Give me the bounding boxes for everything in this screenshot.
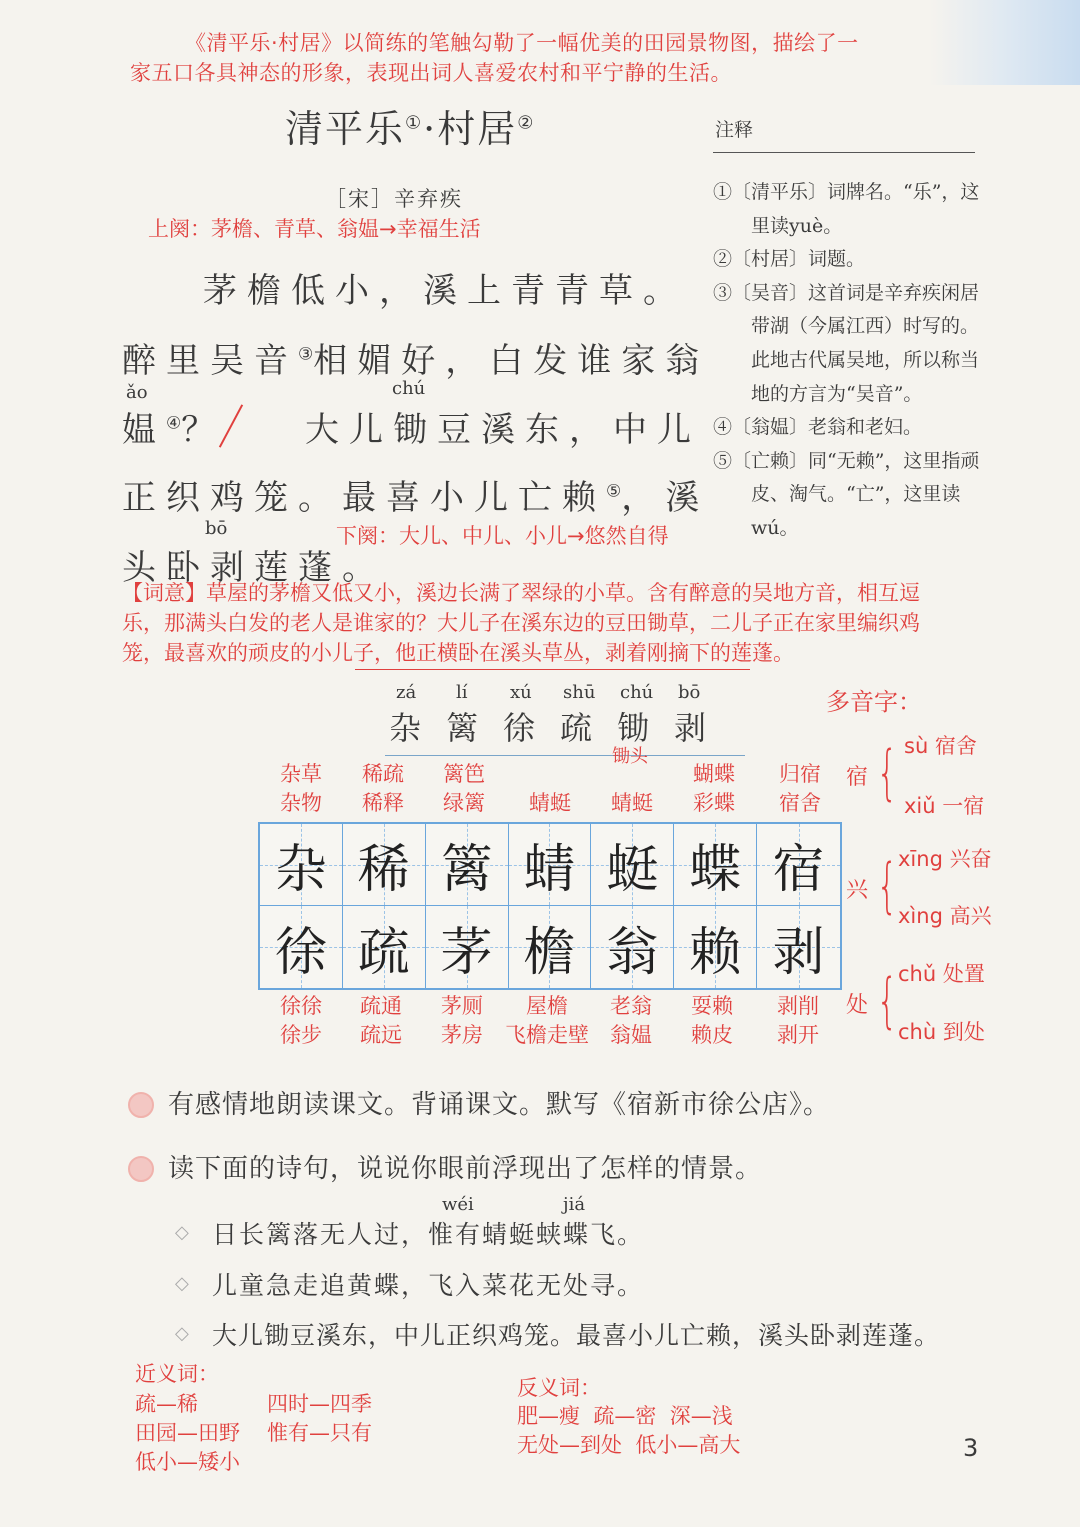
- intro-line-1: 《清平乐·村居》以简练的笔触勾勒了一幅优美的田园景物图，描绘了一: [185, 31, 859, 55]
- verse-line-3: 大儿锄豆溪东，中儿正织鸡笼。最喜小儿亡赖，溪头卧剥莲蓬。: [212, 1321, 941, 1350]
- grid-char: 蝶: [689, 840, 742, 900]
- grid-cell: [674, 906, 757, 988]
- poem-title: [285, 98, 535, 153]
- exercise-bullet-icon: [128, 1156, 154, 1182]
- grid-char: 茅: [440, 922, 493, 983]
- word: 彩蝶: [693, 791, 735, 815]
- polyphonic-char: 宿: [846, 765, 869, 790]
- poem-author: ［宋］辛弃疾: [325, 187, 463, 211]
- polyphonic-reading: xìng 高兴: [898, 904, 992, 928]
- grid-char: 篱: [440, 840, 493, 900]
- title-footnote-1: ①: [405, 112, 424, 134]
- grid-char: 稀: [357, 840, 410, 900]
- intro-line-2: 家五口各具神态的形象，表现出词人喜爱农村和平宁静的生活。: [130, 61, 732, 85]
- synonym-pair: 田园—田野: [135, 1421, 240, 1445]
- poem-line-3: [122, 402, 225, 451]
- upper-stanza-annotation: 上阕：茅檐、青草、翁媪→幸福生活: [148, 217, 481, 241]
- title-footnote-2: ②: [517, 112, 536, 134]
- word-group: [256, 992, 346, 1050]
- word: 稀疏: [362, 762, 404, 786]
- word-group: [587, 760, 677, 818]
- synonym-pair: 低小—矮小: [135, 1450, 240, 1474]
- title-separator: ·: [423, 107, 438, 151]
- exercise-2: 读下面的诗句，说说你眼前浮现出了怎样的情景。: [168, 1154, 763, 1184]
- grid-cell: [674, 824, 757, 906]
- poem-line-3b: ？: [181, 410, 226, 450]
- word: 剥削: [777, 994, 819, 1018]
- grid-cell: [757, 906, 840, 988]
- exercise-bullet-icon: [128, 1092, 154, 1118]
- new-chars-underline: [385, 755, 745, 756]
- word-group: [755, 760, 845, 818]
- antonyms-row: 无处—到处 低小—高大: [517, 1433, 741, 1457]
- word: 宿舍: [779, 791, 821, 815]
- word: 徐步: [280, 1023, 322, 1047]
- intro-annotation: [130, 28, 990, 88]
- grid-cell: [260, 824, 343, 906]
- polyphonic-reading: chù 到处: [898, 1020, 985, 1044]
- word: 篱笆: [443, 762, 485, 786]
- word: 老翁: [610, 994, 652, 1018]
- new-char-pinyin: xú: [510, 682, 532, 703]
- grid-cell: [757, 824, 840, 906]
- grid-char: 赖: [689, 922, 742, 983]
- word-group: [336, 992, 426, 1050]
- grid-char: 蜻: [523, 840, 576, 900]
- synonym-pair: 疏—稀: [135, 1392, 198, 1416]
- word-group: [669, 760, 759, 818]
- word: 疏通: [360, 994, 402, 1018]
- lower-stanza-annotation: 下阕：大儿、中儿、小儿→悠然自得: [336, 524, 669, 548]
- word: 蝴蝶: [693, 762, 735, 786]
- poem-footnote-3: ③: [298, 344, 314, 365]
- word: 耍赖: [691, 994, 733, 1018]
- pinyin-chu: chú: [392, 378, 426, 399]
- note-item: ④〔翁媪〕老翁和老妇。: [713, 416, 923, 439]
- page-number: 3: [963, 1434, 979, 1462]
- grid-cell: [343, 906, 426, 988]
- new-char-pinyin: bō: [678, 682, 701, 703]
- word-group: [338, 760, 428, 818]
- polyphonic-reading: xiǔ 一宿: [904, 794, 985, 818]
- brace-icon: {: [876, 738, 898, 808]
- synonyms-col-2: [267, 1390, 372, 1448]
- grid-cell: [591, 824, 674, 906]
- grid-cell: [260, 906, 343, 988]
- grid-cell: [426, 906, 509, 988]
- note-item: ⑤〔亡赖〕同“无赖”，这里指顽皮、淘气。“亡”，这里读wú。: [713, 449, 980, 539]
- grid-cell: [509, 824, 592, 906]
- pinyin-wei: wéi: [442, 1194, 474, 1215]
- new-char: 剥: [674, 709, 707, 747]
- poem-line-5: 头卧剥莲蓬。: [122, 548, 386, 588]
- writing-grid: [258, 822, 842, 990]
- antonyms-row: 肥—瘦 疏—密 深—浅: [517, 1404, 733, 1428]
- word: 蜻蜓: [529, 791, 571, 815]
- new-char: 疏: [560, 709, 593, 747]
- new-char-pinyin: chú: [620, 682, 654, 703]
- pinyin-ao: ǎo: [126, 382, 148, 403]
- note-item: ②〔村居〕词题。: [713, 248, 866, 271]
- polyphonic-label: 多音字：: [826, 688, 922, 716]
- grid-char: 蜓: [606, 840, 659, 900]
- grid-char: 疏: [357, 922, 410, 983]
- polyphonic-reading: xīng 兴奋: [898, 847, 992, 871]
- pinyin-bo: bō: [205, 518, 228, 539]
- polyphonic-char: 兴: [846, 878, 869, 903]
- word: 杂草: [280, 762, 322, 786]
- poem-line-4a: 正织鸡笼。最喜小儿亡赖: [122, 478, 606, 518]
- notes-list: [713, 176, 983, 546]
- word: 剥开: [777, 1023, 819, 1047]
- poem-line-2a: 醉里吴音: [122, 341, 298, 381]
- word: 屋檐: [526, 994, 568, 1018]
- word: 疏远: [360, 1023, 402, 1047]
- grid-cell: [591, 906, 674, 988]
- grid-cell: [343, 824, 426, 906]
- poem-footnote-4: ④: [166, 413, 182, 434]
- word-group: [419, 760, 509, 818]
- new-char: 杂: [389, 709, 422, 747]
- antonyms-label: 反义词：: [517, 1376, 601, 1400]
- grid-char: 徐: [274, 922, 327, 983]
- diamond-bullet-icon: ◇: [175, 1222, 189, 1243]
- title-sub: 村居: [437, 107, 518, 151]
- poem-line-2b: 相媚好，白发谁家翁: [313, 341, 710, 381]
- polyphonic-reading: chǔ 处置: [898, 962, 985, 986]
- diamond-bullet-icon: ◇: [175, 1323, 189, 1344]
- note-item: ①〔清平乐〕词牌名。“乐”，这里读yuè。: [713, 181, 980, 237]
- word-group: [753, 992, 843, 1050]
- word: 归宿: [779, 762, 821, 786]
- word: 绿篱: [443, 791, 485, 815]
- notes-heading: 注释: [715, 119, 754, 141]
- poem-line-2: [122, 333, 709, 382]
- word: 赖皮: [691, 1023, 733, 1047]
- word: 茅房: [441, 1023, 483, 1047]
- poem-meaning: 【词意】草屋的茅檐又低又小，溪边长满了翠绿的小草。含有醉意的吴地方音，相互逗乐，那满头白发的老人是谁家的？大儿子在溪东边的豆田锄草，二儿子正在家里编织鸡笼，最喜欢的顽皮的小儿子，他正横卧在溪头草丛，剥着刚摘下的莲蓬。: [122, 581, 920, 665]
- poem-line-3c: 大儿锄豆溪东，中儿: [305, 410, 701, 450]
- new-char-pinyin: lí: [456, 682, 468, 703]
- word: 茅厕: [441, 994, 483, 1018]
- new-char-pinyin: shū: [563, 682, 596, 703]
- new-char-extra-word: 锄头: [612, 746, 648, 767]
- synonyms-label: 近义词：: [135, 1362, 219, 1386]
- grid-char: 杂: [274, 840, 327, 900]
- synonym-pair: 四时—四季: [267, 1392, 372, 1416]
- new-char: 锄: [617, 709, 650, 747]
- exercise-1: 有感情地朗读课文。背诵课文。默写《宿新市徐公店》。: [168, 1090, 831, 1120]
- brace-icon: {: [876, 966, 898, 1036]
- word: 翁媪: [610, 1023, 652, 1047]
- note-item: ③〔吴音〕这首词是辛弃疾闲居带湖（今属江西）时写的。此地古代属吴地，所以称当地的方言为“吴音”。: [713, 281, 980, 405]
- word-group: [505, 760, 595, 818]
- word-group: [586, 992, 676, 1050]
- polyphonic-reading: sù 宿舍: [904, 734, 977, 758]
- word-group: [667, 992, 757, 1050]
- poem-line-1: 茅檐低小，溪上青青草。: [203, 271, 687, 311]
- notes-divider: [713, 152, 975, 153]
- word: 稀释: [362, 791, 404, 815]
- word: [587, 760, 677, 789]
- poem-line-4b: ，溪: [621, 478, 710, 518]
- meaning-underline: [355, 669, 750, 670]
- pinyin-jia: jiá: [563, 1194, 586, 1215]
- grid-cell: [509, 906, 592, 988]
- brace-icon: {: [876, 851, 898, 921]
- title-main: 清平乐: [285, 107, 406, 151]
- new-char-pinyin: zá: [396, 682, 417, 703]
- word: 蜻蜓: [611, 791, 653, 815]
- word: 杂物: [280, 791, 322, 815]
- polyphonic-char: 处: [846, 993, 869, 1018]
- grid-cell: [426, 824, 509, 906]
- synonyms-col-1: [135, 1390, 240, 1477]
- poem-line-4: [122, 470, 709, 519]
- grid-char: 剥: [772, 922, 825, 983]
- new-char: 篱: [446, 709, 479, 747]
- grid-char: 翁: [606, 922, 659, 983]
- grid-char: 檐: [523, 922, 576, 983]
- synonym-pair: 惟有—只有: [267, 1421, 372, 1445]
- grid-char: 宿: [772, 840, 825, 900]
- word: 飞檐走壁: [505, 1023, 589, 1047]
- word-group: [256, 760, 346, 818]
- poem-line-3a: 媪: [122, 410, 166, 450]
- poem-footnote-5: ⑤: [606, 481, 622, 502]
- diamond-bullet-icon: ◇: [175, 1273, 189, 1294]
- verse-line-2: 儿童急走追黄蝶，飞入菜花无处寻。: [212, 1271, 645, 1300]
- word: 徐徐: [280, 994, 322, 1018]
- new-char: 徐: [503, 709, 536, 747]
- verse-line-1: 日长篱落无人过，惟有蜻蜓蛱蝶飞。: [212, 1220, 645, 1249]
- word: [505, 760, 595, 789]
